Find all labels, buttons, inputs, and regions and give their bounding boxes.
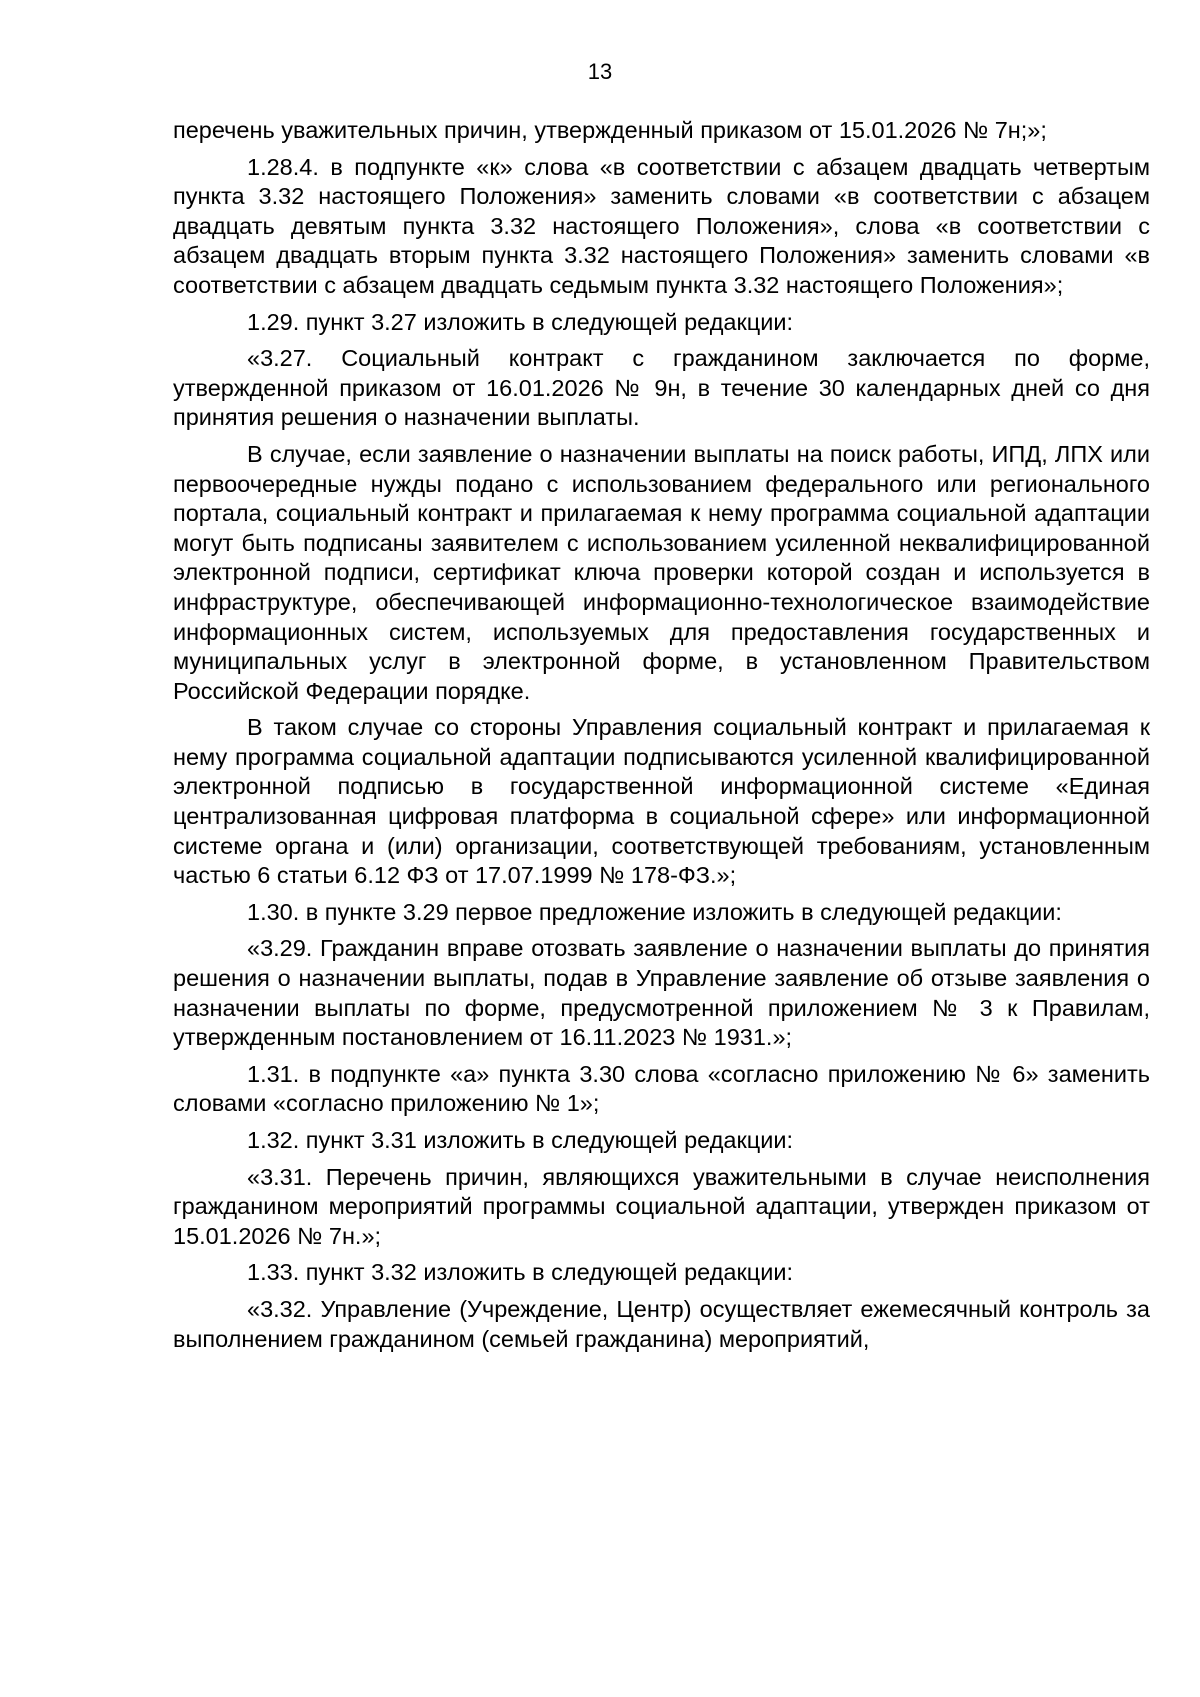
paragraph: 1.30. в пункте 3.29 первое предложение изложить в следующей редакции: bbox=[247, 898, 1062, 925]
paragraph: 1.33. пункт 3.32 изложить в следующей редакции: bbox=[247, 1259, 793, 1286]
paragraph: 1.29. пункт 3.27 изложить в следующей редакции: bbox=[247, 308, 793, 335]
paragraph: «3.29. Гражданин вправе отозвать заявление о назначении выплаты до принятия решения о назначении выплаты, подав в Управление заявление об отзыве заявления о назначении выплаты по форме, предусмотренной приложением № 3 к Правилам, утвержденным постановлением от 16.11.2023 № 1931.»; bbox=[173, 935, 1150, 1051]
paragraph: «3.27. Социальный контракт с гражданином заключается по форме, утвержденной приказом от 16.01.2026 № 9н, в течение 30 календарных дней со дня принятия решения о назначении выплаты. bbox=[173, 345, 1150, 431]
document-body bbox=[173, 116, 1150, 1361]
paragraph: «3.31. Перечень причин, являющихся уважительными в случае неисполнения гражданином мероприятий программы социальной адаптации, утвержден приказом от 15.01.2026 № 7н.»; bbox=[173, 1163, 1150, 1249]
paragraph: В случае, если заявление о назначении выплаты на поиск работы, ИПД, ЛПХ или первоочередные нужды подано с использованием федерального или регионального портала, социальный контракт и прилагаемая к нему программа социальной адаптации могут быть подписаны заявителем с использованием усиленной неквалифицированной электронной подписи, сертификат ключа проверки которой создан и используется в инфраструктуре, обеспечивающей информационно-технологическое взаимодействие информационных систем, используемых для предоставления государственных и муниципальных услуг в электронной форме, в установленном Правительством Российской Федерации порядке. bbox=[173, 440, 1150, 704]
paragraph: 1.32. пункт 3.31 изложить в следующей редакции: bbox=[247, 1127, 793, 1153]
paragraph: перечень уважительных причин, утвержденный приказом от 15.01.2026 № 7н;»; bbox=[173, 117, 1047, 143]
paragraph: 1.28.4. в подпункте «к» слова «в соответствии с абзацем двадцать четвертым пункта 3.32 настоящего Положения» заменить словами «в соответствии с абзацем двадцать девятым пункта 3.32 настоящего Положения», слова «в соответствии с абзацем двадцать вторым пункта 3.32 настоящего Положения» заменить словами «в соответствии с абзацем двадцать седьмым пункта 3.32 настоящего Положения»; bbox=[173, 153, 1150, 298]
paragraph: В таком случае со стороны Управления социальный контракт и прилагаемая к нему программа социальной адаптации подписываются усиленной квалифицированной электронной подписью в государственной информационной системе «Единая централизованная цифровая платформа в социальной сфере» или информационной системе органа и (или) организации, соответствующей требованиям, установленным частью 6 статьи 6.12 ФЗ от 17.07.1999 № 178-ФЗ.»; bbox=[173, 714, 1150, 889]
page-number: 13 bbox=[587, 59, 613, 84]
paragraph: «3.32. Управление (Учреждение, Центр) осуществляет ежемесячный контроль за выполнением гражданином (семьей гражданина) мероприятий, bbox=[173, 1295, 1150, 1352]
paragraph: 1.31. в подпункте «а» пункта 3.30 слова «согласно приложению № 6» заменить словами «согласно приложению № 1»; bbox=[173, 1060, 1150, 1117]
